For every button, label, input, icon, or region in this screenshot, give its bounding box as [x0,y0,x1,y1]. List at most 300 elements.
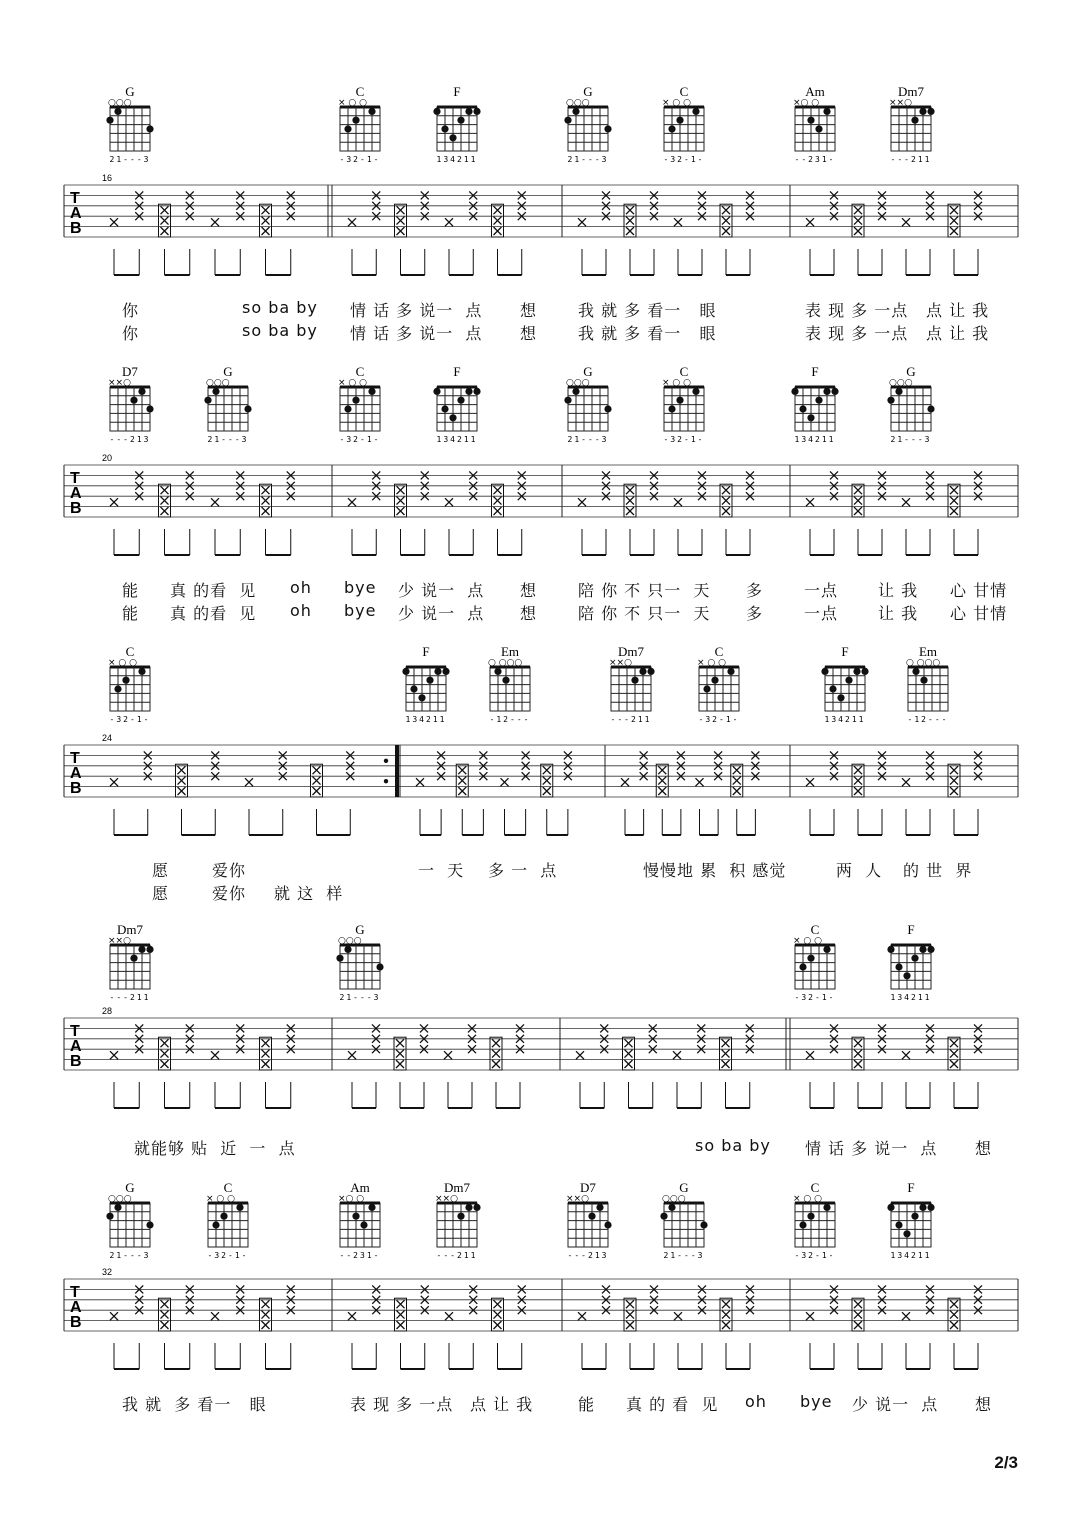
tab-note [262,227,270,235]
lyric-line: 我 就 多 看一 眼 [578,301,717,320]
chord-name-label: G [125,84,135,99]
chord-dot [700,1221,707,1228]
chord-open-strings: × ○ ○ [338,98,367,108]
tab-note [950,777,958,785]
lyric-line: 一点 [804,581,839,600]
chord-dot [588,1213,595,1220]
tab-clef: B [70,1053,82,1070]
chord-open-strings: ○○○ [662,1194,686,1204]
tab-note [397,206,405,214]
chord-fingering: -32-1- [794,1251,836,1260]
measure-number: 28 [102,1006,113,1016]
lyric-line: so ba by [242,298,318,317]
chord-name-label: C [810,922,820,937]
tab-note [161,497,169,505]
chord-fingering: --231- [794,155,836,164]
tab-note [674,498,682,506]
chord-name-label: C [355,364,365,379]
tab-note [178,766,186,774]
tab-note [161,1321,169,1329]
chord-name-label: F [453,84,461,99]
tab-note [722,1050,730,1058]
chord-open-strings: ○○○ [206,378,230,388]
chord-name-label: C [679,84,689,99]
chord-dot [426,677,433,684]
chord-name-label: C [125,644,135,659]
tab-note [161,1039,169,1047]
tab-note [494,206,502,214]
lyric-line: 想 [520,604,538,623]
chord-dot [572,108,579,115]
chord-dot [807,1213,814,1220]
chord-dot [433,388,440,395]
tab-note [110,218,118,226]
tab-system-4 [0,918,1080,1168]
lyric-line: 少 说一 点 [398,604,485,623]
tab-note [161,1060,169,1068]
chord-fingering: ---213 [109,435,151,444]
tab-note [854,486,862,494]
chord-name-label: C [679,364,689,379]
chord-dot [887,1204,894,1211]
tab-note [806,218,814,226]
lyric-line: so ba by [695,1136,771,1155]
chord-diagram [564,84,611,164]
lyric-line: 你 [122,324,140,343]
lyric-line: 爱你 [212,861,247,880]
tab-system-3 [0,640,1080,910]
tab-note [578,1312,586,1320]
lyric-line: 少 说一 点 [852,1395,939,1414]
tab-note [950,787,958,795]
chord-name-label: G [583,84,593,99]
chord-dot [911,955,918,962]
lyric-line: bye [344,578,377,597]
tab-note [161,1050,169,1058]
chord-dot [807,117,814,124]
chord-name-label: G [583,364,593,379]
chord-dot [402,668,409,675]
chord-dot [441,405,448,412]
tab-clef: T [70,1284,80,1301]
chord-diagram [793,1180,835,1260]
chord-diagram [206,1180,248,1260]
tab-note [626,1321,634,1329]
tab-note [625,1060,633,1068]
tab-note [211,218,219,226]
tab-note [494,1321,502,1329]
tab-note [722,217,730,225]
chord-dot [465,388,472,395]
chord-dot [441,125,448,132]
chord-name-label: Dm7 [117,922,143,937]
tab-note [950,1050,958,1058]
chord-dot [807,414,814,421]
tab-note [806,1312,814,1320]
chord-dot [564,117,571,124]
lyric-line: 我 就 多 看一 眼 [578,324,717,343]
chord-dot [676,117,683,124]
tab-note [444,1051,452,1059]
chord-open-strings: ○ ○○○ [488,658,523,668]
tab-note [161,227,169,235]
chord-open-strings: ○○○ [566,378,590,388]
tab-note [722,1039,730,1047]
chord-dot [449,414,456,421]
chord-dot [457,117,464,124]
chord-open-strings: ××○ [108,936,131,946]
tab-clef: A [70,205,82,222]
tab-note [806,1051,814,1059]
lyric-line: so ba by [242,321,318,340]
tab-note [178,777,186,785]
tab-clef: B [70,1314,82,1331]
tab-note [397,497,405,505]
chord-dot [823,388,830,395]
tab-note [262,1321,270,1329]
tab-note [722,507,730,515]
chord-diagram [435,1180,481,1260]
tab-note [854,497,862,505]
chord-dot [692,108,699,115]
tab-note [950,227,958,235]
chord-dot [130,955,137,962]
tab-note [313,766,321,774]
chord-dot [336,955,343,962]
chord-fingering: 21---3 [207,435,249,444]
tab-note [396,1039,404,1047]
tab-note [854,1060,862,1068]
chord-diagram [108,364,154,444]
lyric-line: 慢慢地 累 积 感觉 [643,861,787,880]
chord-dot [815,397,822,404]
chord-dot [368,108,375,115]
tab-note [161,486,169,494]
chord-diagram [887,922,934,1002]
chord-open-strings: ××○ [435,1194,458,1204]
chord-dot [927,946,934,953]
chord-fingering: -12--- [489,715,531,724]
tab-note [658,787,666,795]
tab-clef: A [70,485,82,502]
chord-name-label: Dm7 [444,1180,470,1195]
tab-note [626,217,634,225]
chord-dot [596,1204,603,1211]
lyric-line: 想 [975,1139,993,1158]
tab-note [950,1060,958,1068]
chord-fingering: --231- [339,1251,381,1260]
chord-diagram [793,922,835,1002]
tab-note [110,498,118,506]
chord-dot [919,946,926,953]
tab-note [543,787,551,795]
tab-note [492,1050,500,1058]
chord-diagram [660,1180,707,1260]
lyric-line: 我 就 多 看一 眼 [122,1395,267,1414]
tab-note [494,1300,502,1308]
chord-dot [449,134,456,141]
chord-dot [465,1204,472,1211]
chord-dot [344,946,351,953]
tab-clef: A [70,1038,82,1055]
chord-name-label: C [223,1180,233,1195]
tab-note [396,1050,404,1058]
chord-dot [831,388,838,395]
chord-diagram [697,644,739,724]
tab-note [397,217,405,225]
tab-note [348,498,356,506]
tab-clef: T [70,1023,80,1040]
tab-note [626,206,634,214]
chord-diagram [662,84,704,164]
lyric-line: 多 [746,604,764,623]
tab-staff [0,918,1080,1168]
chord-dot [920,677,927,684]
tab-note [110,1312,118,1320]
chord-dot [114,685,121,692]
tab-clef: B [70,780,82,797]
chord-dot [376,963,383,970]
chord-open-strings: ××○ [609,658,632,668]
lyric-line: 愿 [152,861,170,880]
tab-note [950,486,958,494]
chord-name-label: F [453,364,461,379]
chord-fingering: -32-1- [207,1251,249,1260]
tab-note [262,486,270,494]
chord-dot [146,946,153,953]
tab-note [262,1039,270,1047]
chord-dot [668,1204,675,1211]
lyric-line: 两 人 [836,861,883,880]
tab-note [397,1300,405,1308]
lyric-line: 多 [746,581,764,600]
lyric-line: bye [344,601,377,620]
tab-note [722,497,730,505]
chord-name-label: G [223,364,233,379]
chord-diagram [433,84,480,164]
chord-dot [823,946,830,953]
lyric-line: 情 话 多 说一 点 [350,301,483,320]
tab-clef: A [70,765,82,782]
chord-open-strings: ××○ [108,378,131,388]
chord-dot [146,125,153,132]
chord-open-strings: ×○ ○ [338,1194,365,1204]
chord-dot [887,946,894,953]
chord-dot [122,677,129,684]
tab-note [396,1060,404,1068]
chord-dot [457,1213,464,1220]
lyric-line: 你 [122,301,140,320]
tab-note [854,206,862,214]
chord-dot [668,405,675,412]
tab-note [397,507,405,515]
chord-fingering: 21---3 [109,155,151,164]
chord-fingering: 21---3 [109,1251,151,1260]
tab-note [854,777,862,785]
chord-dot [410,685,417,692]
tab-note [696,778,704,786]
chord-diagram [662,364,704,444]
chord-fingering: 134211 [794,435,836,444]
chord-name-label: C [810,1180,820,1195]
chord-dot [473,1204,480,1211]
tab-note [950,1321,958,1329]
chord-diagram [793,84,835,164]
tab-note [658,777,666,785]
tab-note [658,766,666,774]
chord-dot [895,963,902,970]
chord-dot [138,668,145,675]
chord-diagram [564,364,611,444]
tab-staff [0,1176,1080,1426]
tab-note [902,1051,910,1059]
tab-clef: T [70,750,80,767]
lyric-line: oh [290,578,312,597]
chord-dot [903,972,910,979]
lyric-line: 表 现 多 一点 [805,324,909,343]
chord-open-strings: ○○○ [566,98,590,108]
chord-fingering: -32-1- [663,155,705,164]
tab-note [626,1311,634,1319]
chord-dot [799,1221,806,1228]
chord-dot [106,117,113,124]
chord-diagram [108,922,154,1002]
chord-dot [668,125,675,132]
chord-dot [799,963,806,970]
tab-note [543,766,551,774]
chord-dot [799,405,806,412]
tab-note [673,1051,681,1059]
chord-dot [911,117,918,124]
lyric-line: 情 话 多 说一 点 [805,1139,938,1158]
chord-dot [360,1221,367,1228]
tab-note [262,1050,270,1058]
tab-system-2 [0,360,1080,630]
lyric-line: 表 现 多 一点 [805,301,909,320]
chord-fingering: -12--- [907,715,949,724]
tab-note [854,227,862,235]
tab-staff [0,80,1080,350]
chord-dot [911,1213,918,1220]
tab-note [494,217,502,225]
chord-dot [418,694,425,701]
tab-note [262,206,270,214]
chord-dot [823,108,830,115]
chord-dot [352,397,359,404]
chord-dot [368,1204,375,1211]
lyric-line: 情 话 多 说一 点 [350,324,483,343]
tab-note [494,1311,502,1319]
chord-dot [604,125,611,132]
chord-name-label: F [422,644,430,659]
chord-diagram [108,644,150,724]
chord-diagram [204,364,251,444]
chord-name-label: C [714,644,724,659]
chord-diagram [609,644,655,724]
chord-diagram [887,1180,934,1260]
lyric-line: 想 [520,324,538,343]
chord-dot [823,1204,830,1211]
chord-dot [639,668,646,675]
tab-note [950,497,958,505]
tab-note [494,497,502,505]
chord-fingering: -32-1- [109,715,151,724]
repeat-dot [384,759,388,763]
chord-dot [711,677,718,684]
chord-dot [146,1221,153,1228]
chord-open-strings: ××○ [889,98,912,108]
tab-note [950,507,958,515]
chord-dot [821,668,828,675]
lyric-line: 点 让 我 [470,1395,534,1414]
chord-fingering: 134211 [436,155,478,164]
tab-note [950,206,958,214]
chord-fingering: ---211 [109,993,151,1002]
tab-note [854,766,862,774]
chord-dot [829,685,836,692]
chord-diagram [488,644,530,724]
tab-clef: T [70,470,80,487]
tab-note [626,497,634,505]
tab-note [902,1312,910,1320]
tab-note [211,498,219,506]
chord-dot [473,108,480,115]
tab-system-1 [0,80,1080,350]
chord-open-strings: × ○ ○ [338,378,367,388]
chord-dot [727,668,734,675]
chord-diagram [106,84,153,164]
chord-dot [138,946,145,953]
lyric-line: 点 让 我 [926,324,990,343]
lyric-line: 愿 [152,884,170,903]
tab-note [458,787,466,795]
lyric-line: 一 天 [418,861,465,880]
chord-name-label: Am [350,1180,370,1195]
chord-diagram [566,1180,612,1260]
tab-note [445,1312,453,1320]
chord-diagram [889,84,935,164]
lyric-line: 想 [520,581,538,600]
chord-dot [352,1213,359,1220]
chord-diagram [402,644,449,724]
chord-dot [114,1204,121,1211]
tab-note [806,498,814,506]
chord-open-strings: × ○ ○ [206,1194,235,1204]
chord-dot [895,1221,902,1228]
tab-note [722,206,730,214]
lyric-line: 少 说一 点 [398,581,485,600]
chord-open-strings: × ○ ○ [697,658,726,668]
chord-dot [604,405,611,412]
chord-name-label: G [906,364,916,379]
lyric-line: 表 现 多 一点 [350,1395,454,1414]
chord-open-strings: ×○ ○ [793,98,820,108]
lyric-line: 多 一 点 [488,861,558,880]
chord-dot [344,405,351,412]
chord-diagram [338,84,380,164]
chord-fingering: 21---3 [339,993,381,1002]
tab-note [733,777,741,785]
tab-note [348,218,356,226]
tab-note [262,1060,270,1068]
tab-note [854,1321,862,1329]
chord-dot [604,1221,611,1228]
measure-number: 20 [102,453,113,463]
tab-note [543,777,551,785]
chord-dot [244,405,251,412]
chord-dot [433,108,440,115]
chord-name-label: G [679,1180,689,1195]
